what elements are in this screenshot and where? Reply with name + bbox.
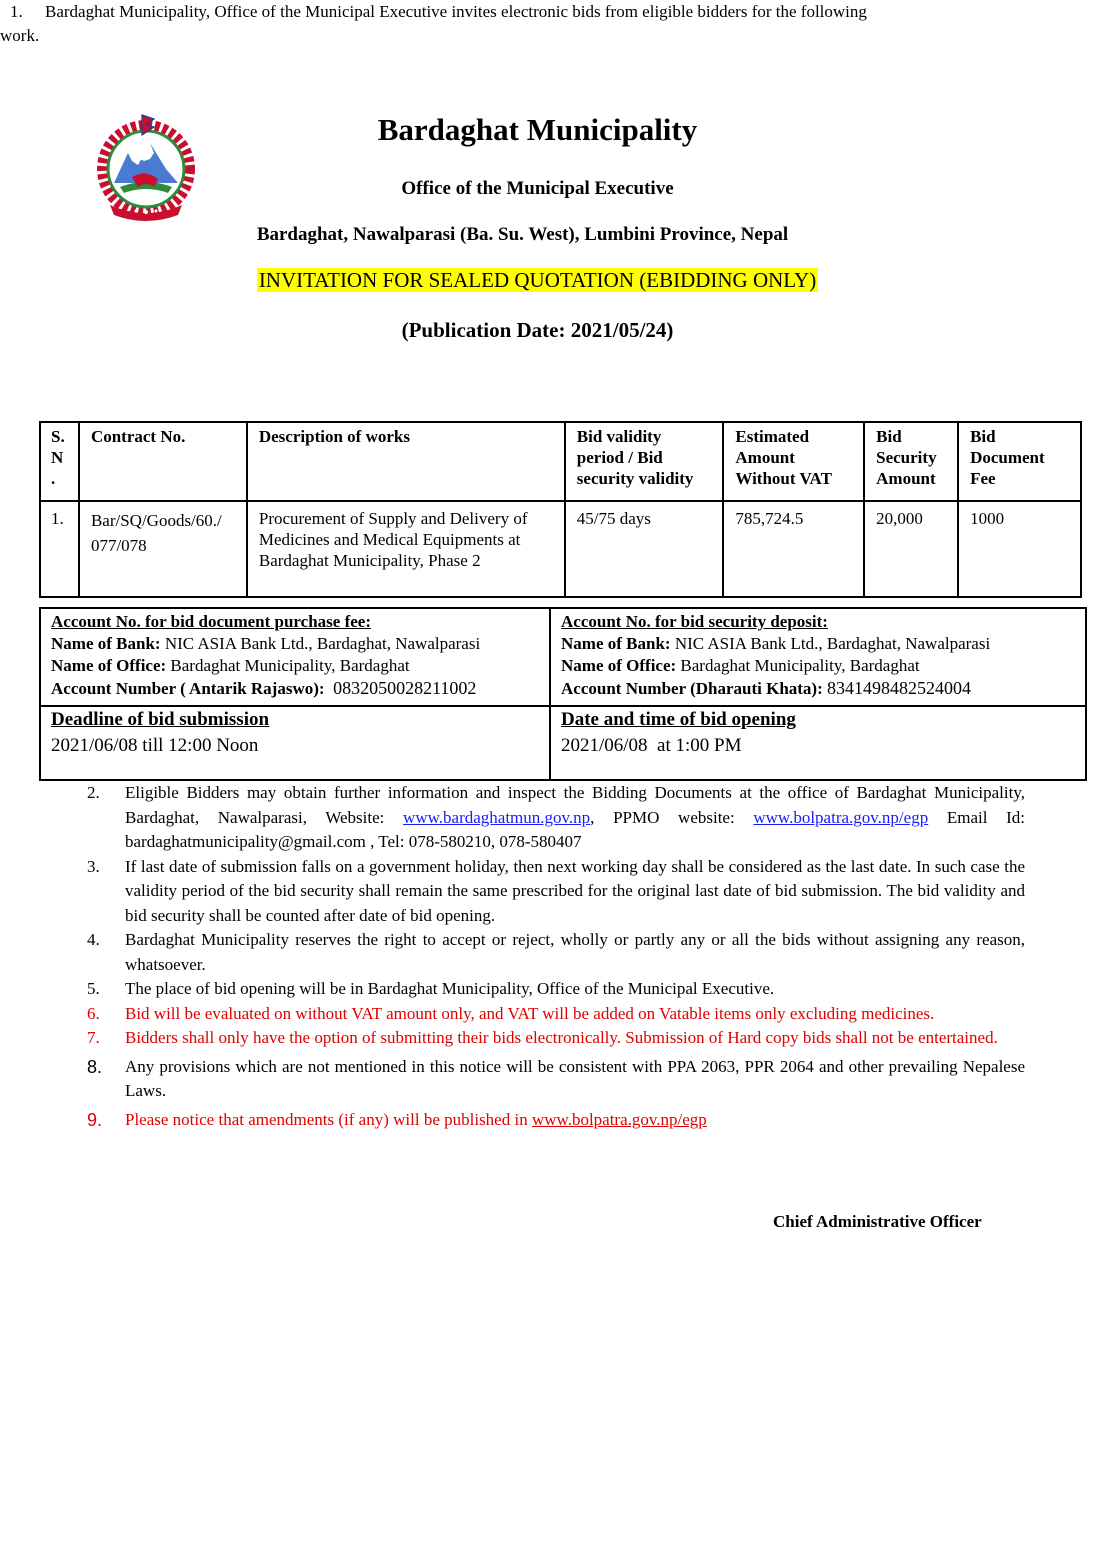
list-item-6 — [85, 1002, 1025, 1027]
header-bid-validity: Bid validity period / Bid security validity — [565, 422, 724, 501]
purchase-acct-line — [51, 677, 546, 700]
security-acct-label: Account Number (Dharauti Khata): — [561, 679, 823, 698]
purchase-fee-account — [51, 611, 546, 700]
opening-value: 2021/06/08 at 1:00 PM — [561, 735, 742, 756]
cell-bid-validity: 45/75 days — [565, 501, 724, 597]
list-item-2 — [85, 781, 1025, 855]
header-contract-no: Contract No. — [79, 422, 247, 501]
notice-list — [85, 781, 1025, 1132]
intro-number: 1. — [10, 2, 23, 21]
divider-vertical — [549, 609, 551, 779]
item-text: , PPMO website: — [590, 807, 735, 827]
item-number: 9. — [87, 1109, 103, 1130]
header-sn: S. N . — [40, 422, 79, 501]
header-description: Description of works — [247, 422, 565, 501]
account-info-box — [39, 607, 1087, 781]
purchase-bank-label: Name of Bank: — [51, 634, 161, 653]
works-table — [39, 421, 1082, 598]
item-number: 8. — [87, 1056, 103, 1077]
item-text: Bid will be evaluated on without VAT amount only, and VAT will be added on Vatable items only excluding medicines. — [125, 1003, 935, 1023]
item-number: 5. — [87, 979, 100, 998]
deadline-value: 2021/06/08 till 12:00 Noon — [51, 735, 259, 756]
header-bid-security: Bid Security Amount — [864, 422, 958, 501]
publication-date: (Publication Date: 2021/05/24) — [401, 318, 674, 342]
intro-paragraph — [0, 0, 900, 48]
cell-bid-security: 20,000 — [864, 501, 958, 597]
header-estimated-amount: Estimated Amount Without VAT — [723, 422, 864, 501]
purchase-office-line — [51, 655, 546, 677]
security-bank-name: NIC ASIA Bank Ltd., Bardaghat, Nawalparasi — [674, 634, 991, 653]
list-item-5 — [85, 977, 1025, 1002]
deadline-section — [51, 709, 269, 757]
cell-doc-fee: 1000 — [958, 501, 1081, 597]
office-name: Office of the Municipal Executive — [401, 178, 674, 199]
item-text: Eligible Bidders may obtain further information and inspect the Bidding Documents at the office of Bardaghat Municipality, Bardaghat, Nawalparasi, Website: — [125, 783, 1025, 827]
divider-horizontal — [41, 705, 1085, 707]
purchase-acct-number: 0832050028211002 — [333, 678, 477, 698]
cell-contract-no: Bar/SQ/Goods/60./ 077/078 — [79, 501, 247, 597]
deadline-heading: Deadline of bid submission — [51, 709, 270, 730]
item-number: 2. — [87, 783, 100, 802]
security-acct-line — [561, 677, 1081, 700]
security-office-label: Name of Office: — [561, 656, 677, 675]
item-number: 4. — [87, 930, 100, 949]
invitation-text: INVITATION FOR SEALED QUOTATION (EBIDDING ONLY) — [258, 268, 817, 292]
ppmo-website-link[interactable]: www.bolpatra.gov.np/egp — [753, 807, 929, 827]
table-row — [40, 501, 1081, 597]
item-text: Please notice that amendments (if any) will be published in — [125, 1109, 528, 1129]
intro-text: Bardaghat Municipality, Office of the Municipal Executive invites electronic bids from eligible bidders for the following work. — [0, 2, 867, 45]
security-office-name: Bardaghat Municipality, Bardaghat — [680, 656, 920, 675]
purchase-account-heading: Account No. for bid document purchase fee: — [51, 612, 371, 631]
list-item-4 — [85, 928, 1025, 977]
purchase-office-name: Bardaghat Municipality, Bardaghat — [170, 656, 410, 675]
item-text: Email Id: bardaghatmunicipality@gmail.com , Tel: 078-580210, 078-580407 — [125, 807, 1025, 851]
security-office-line — [561, 655, 1081, 677]
item-text: Any provisions which are not mentioned in this notice will be consistent with PPA 2063, PPR 2064 and other prevailing Nepalese Laws. — [125, 1056, 1025, 1100]
amendments-link[interactable]: www.bolpatra.gov.np/egp — [531, 1109, 707, 1129]
cell-description: Procurement of Supply and Delivery of Medicines and Medical Equipments at Bardaghat Municipality, Phase 2 — [247, 501, 565, 597]
office-address: Bardaghat, Nawalparasi (Ba. Su. West), Lumbini Province, Nepal — [256, 224, 789, 245]
security-bank-label: Name of Bank: — [561, 634, 671, 653]
item-number: 3. — [87, 856, 100, 876]
cell-estimated-amount: 785,724.5 — [723, 501, 864, 597]
purchase-acct-label: Account Number ( Antarik Rajaswo): — [51, 679, 325, 698]
security-deposit-account — [561, 611, 1081, 700]
item-number: 6. — [87, 1003, 100, 1023]
purchase-bank-line — [51, 633, 546, 655]
page-title: Bardaghat Municipality — [377, 112, 698, 147]
security-acct-number: 8341498482524004 — [827, 678, 972, 698]
purchase-office-label: Name of Office: — [51, 656, 167, 675]
item-text: The place of bid opening will be in Bardaghat Municipality, Office of the Municipal Executive. — [125, 979, 775, 998]
table-header-row — [40, 422, 1081, 501]
purchase-bank-name: NIC ASIA Bank Ltd., Bardaghat, Nawalparasi — [164, 634, 481, 653]
municipality-website-link[interactable]: www.bardaghatmun.gov.np — [403, 807, 591, 827]
item-text: If last date of submission falls on a government holiday, then next working day shall be considered as the last date. In such case the validity period of the bid security shall remain the same prescribed for the original last date of bid submission. The bid validity and bid security shall be counted after date of bid opening. — [125, 856, 1025, 925]
list-item-7 — [85, 1026, 1025, 1051]
list-item-3 — [85, 855, 1025, 929]
security-bank-line — [561, 633, 1081, 655]
security-account-heading: Account No. for bid security deposit: — [561, 612, 828, 631]
invitation-heading — [0, 268, 1075, 293]
item-text: Bardaghat Municipality reserves the right to accept or reject, wholly or partly any or all the bids without assigning any reason, whatsoever. — [125, 930, 1025, 974]
list-item-9 — [85, 1108, 1025, 1133]
signature-title: Chief Administrative Officer — [773, 1212, 982, 1231]
item-text: Bidders shall only have the option of submitting their bids electronically. Submission of Hard copy bids shall not be entertained. — [125, 1028, 998, 1047]
item-number: 7. — [87, 1028, 100, 1047]
list-item-8 — [85, 1055, 1025, 1104]
opening-section — [561, 709, 796, 757]
header-doc-fee: Bid Document Fee — [958, 422, 1081, 501]
opening-heading: Date and time of bid opening — [561, 709, 796, 730]
cell-sn: 1. — [40, 501, 79, 597]
